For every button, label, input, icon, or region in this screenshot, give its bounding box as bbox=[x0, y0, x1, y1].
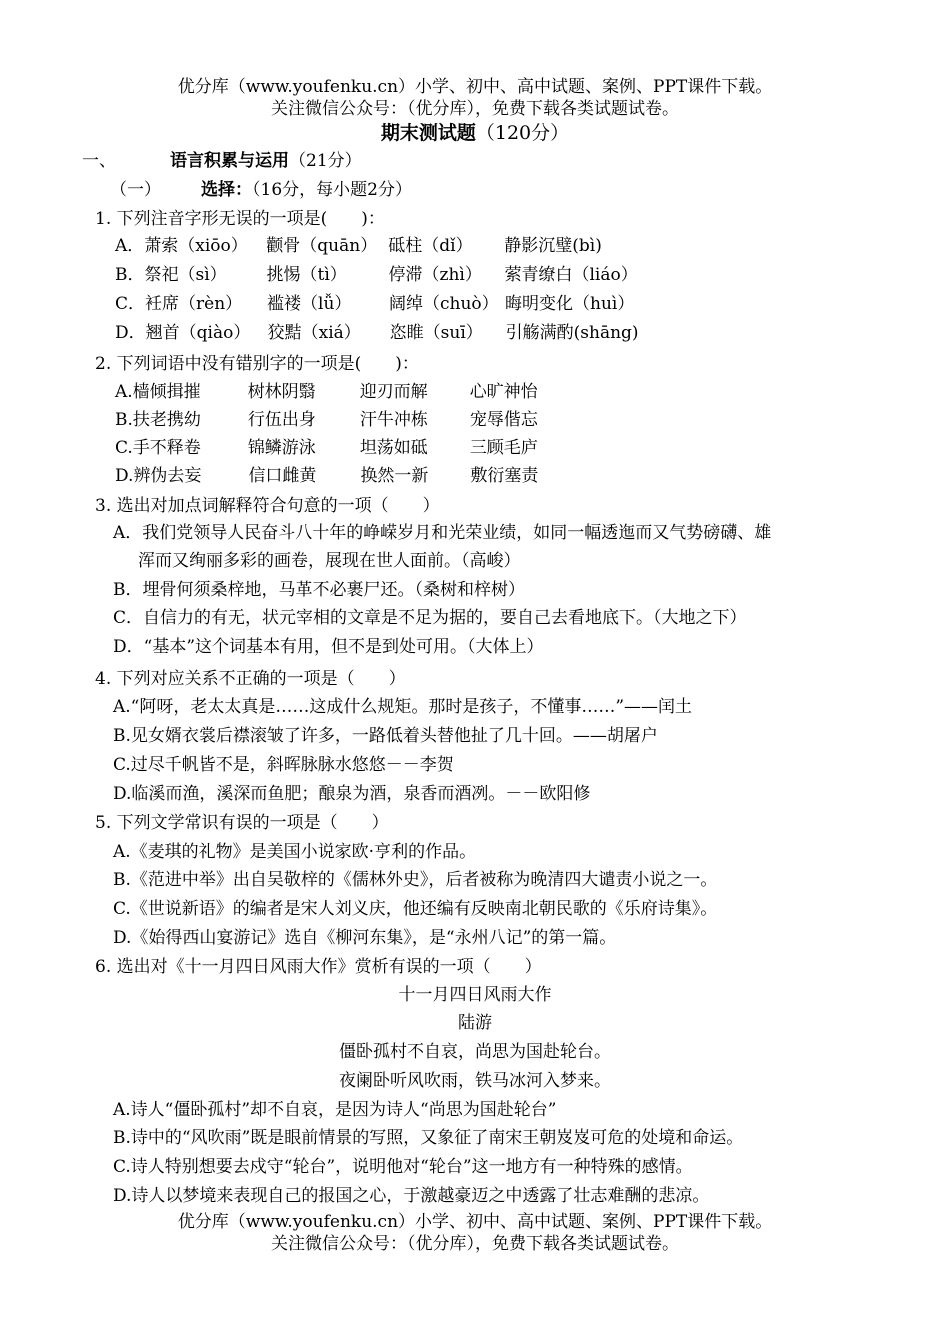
q1-option-item: 挑惕（tì） bbox=[266, 265, 347, 285]
q3-option-b: B．埋骨何须桑梓地，马革不必裹尸还。（桑树和梓树） bbox=[113, 580, 525, 600]
q1-option-label: D． bbox=[115, 323, 146, 343]
header-line-1: 优分库（www.youfenku.cn）小学、初中、高中试题、案例、PPT课件下载。 bbox=[177, 77, 773, 97]
poem-line-2: 夜阑卧听风吹雨，铁马冰河入梦来。 bbox=[339, 1071, 611, 1091]
q3-option-a-line-1: A．我们党领导人民奋斗八十年的峥嵘岁月和光荣业绩，如同一幅透迤而又气势磅礴、雄 bbox=[113, 523, 772, 543]
q1-option-b bbox=[115, 264, 638, 286]
q6-stem: 6. 选出对《十一月四日风雨大作》赏析有误的一项（ ） bbox=[95, 957, 542, 977]
q5-stem: 5. 下列文学常识有误的一项是（ ） bbox=[95, 813, 389, 833]
q5-option-d: D.《始得西山宴游记》选自《柳河东集》，是“永州八记”的第一篇。 bbox=[113, 928, 617, 948]
subsection-1-heading bbox=[110, 179, 412, 201]
q1-option-item: 停滞（zhì） bbox=[388, 265, 482, 285]
q2-option-item: 手不释卷 bbox=[132, 438, 201, 458]
exam-total-score: （120分） bbox=[475, 122, 570, 144]
q6-option-b: B.诗中的“风吹雨”既是眼前情景的写照，又象征了南宋王朝岌岌可危的处境和命运。 bbox=[113, 1128, 744, 1148]
poem-line-1: 僵卧孤村不自哀，尚思为国赴轮台。 bbox=[339, 1042, 611, 1062]
section-1-heading bbox=[82, 150, 362, 172]
q2-option-label: C. bbox=[115, 438, 133, 458]
q1-option-item: 静影沉璧(bì) bbox=[504, 236, 602, 256]
q1-option-item: 狡黠（xiá） bbox=[267, 323, 361, 343]
q1-option-item: 阔绰（chuò） bbox=[389, 294, 499, 314]
q3-option-c: C．自信力的有无，状元宰相的文章是不足为据的，要自己去看地底下。（大地之下） bbox=[113, 608, 747, 628]
q5-option-c: C.《世说新语》的编者是宋人刘义庆，他还编有反映南北朝民歌的《乐府诗集》。 bbox=[113, 899, 718, 919]
q2-option-b bbox=[115, 409, 538, 431]
q2-option-item: 心旷神怡 bbox=[469, 382, 538, 402]
exam-title bbox=[0, 122, 950, 144]
q2-option-label: B. bbox=[115, 410, 133, 430]
q2-option-item: 行伍出身 bbox=[247, 410, 316, 430]
q1-option-item: 衽席（rèn） bbox=[145, 294, 243, 314]
q4-option-b: B.见女婿衣裳后襟滚皱了许多，一路低着头替他扯了几十回。——胡屠户 bbox=[113, 726, 658, 746]
q3-stem: 3. 选出对加点词解释符合句意的一项（ ） bbox=[95, 496, 440, 516]
subsection-1-score: （16分，每小题2分） bbox=[252, 180, 412, 200]
q2-option-item: 宠辱偕忘 bbox=[469, 410, 538, 430]
q5-option-b: B.《范进中举》出自吴敬梓的《儒林外史》，后者被称为晚清四大谴责小说之一。 bbox=[113, 870, 718, 890]
q2-option-item: 樯倾揖摧 bbox=[132, 382, 201, 402]
q2-option-a bbox=[115, 381, 538, 403]
q1-option-c bbox=[115, 293, 634, 315]
q2-option-item: 迎刃而解 bbox=[359, 382, 428, 402]
section-1-number: 一、 bbox=[82, 151, 116, 171]
q6-option-d: D.诗人以梦境来表现自己的报国之心，于激越豪迈之中透露了壮志难酬的悲凉。 bbox=[113, 1186, 710, 1206]
q2-option-item: 汗牛冲栋 bbox=[359, 410, 428, 430]
q2-option-item: 敷衍塞责 bbox=[470, 466, 539, 486]
q2-option-item: 树林阴翳 bbox=[247, 382, 316, 402]
q2-option-item: 三顾毛庐 bbox=[469, 438, 538, 458]
q2-option-item: 坦荡如砥 bbox=[359, 438, 428, 458]
section-1-score: （21分） bbox=[289, 151, 362, 171]
q2-option-label: A. bbox=[115, 382, 133, 402]
poem-title: 十一月四日风雨大作 bbox=[398, 985, 552, 1005]
q6-option-a: A.诗人“僵卧孤村”却不自哀，是因为诗人“尚思为国赴轮台” bbox=[113, 1100, 557, 1120]
section-1-title: 语言积累与运用 bbox=[170, 151, 289, 171]
q2-stem: 2. 下列词语中没有错别字的一项是( )： bbox=[95, 354, 419, 374]
q1-option-item: 萧索（xiōo） bbox=[144, 236, 248, 256]
q3-option-d: D．“基本”这个词基本有用，但不是到处可用。（大体上） bbox=[113, 637, 544, 657]
q1-stem: 1. 下列注音字形无误的一项是( )： bbox=[95, 209, 385, 229]
q6-option-c: C.诗人特别想要去戍守“轮台”，说明他对“轮台”这一地方有一种特殊的感情。 bbox=[113, 1157, 693, 1177]
q1-option-label: A． bbox=[115, 236, 145, 256]
q1-option-item: 恣睢（suī） bbox=[389, 323, 483, 343]
poem-author: 陆游 bbox=[458, 1013, 492, 1033]
subsection-1-title: 选择： bbox=[201, 180, 252, 200]
exam-title-text: 期末测试题 bbox=[380, 122, 476, 144]
q4-option-a: A.“阿呀，老太太真是……这成什么规矩。那时是孩子，不懂事……”——闰土 bbox=[113, 697, 693, 717]
q5-option-a: A.《麦琪的礼物》是美国小说家欧·亨利的作品。 bbox=[113, 842, 477, 862]
q1-option-d bbox=[115, 322, 639, 344]
q4-stem: 4. 下列对应关系不正确的一项是（ ） bbox=[95, 669, 406, 689]
q3-option-a-line-2: 浑而又绚丽多彩的画卷，展现在世人面前。（高峻） bbox=[138, 551, 521, 571]
header-line-2: 关注微信公众号：（优分库），免费下载各类试题试卷。 bbox=[271, 99, 679, 119]
q1-option-label: C． bbox=[115, 294, 146, 314]
q2-option-item: 信口雌黄 bbox=[248, 466, 317, 486]
q1-option-item: 引觞满酌(shāng) bbox=[505, 323, 639, 343]
q1-option-item: 萦青缭白（liáo） bbox=[504, 265, 638, 285]
q1-option-item: 褴褛（lǚ） bbox=[267, 294, 352, 314]
q2-option-item: 换然一新 bbox=[360, 466, 429, 486]
footer-line-2: 关注微信公众号：（优分库），免费下载各类试题试卷。 bbox=[271, 1234, 679, 1254]
q2-option-c bbox=[115, 437, 538, 459]
q4-option-c: C.过尽千帆皆不是，斜晖脉脉水悠悠－－李贺 bbox=[113, 755, 454, 775]
q1-option-item: 晦明变化（huì） bbox=[505, 294, 635, 314]
q2-option-d bbox=[115, 465, 538, 487]
q1-option-item: 颧骨（quān） bbox=[266, 236, 378, 256]
q1-option-label: B． bbox=[115, 265, 145, 285]
q4-option-d: D.临溪而渔，溪深而鱼肥；酿泉为酒，泉香而酒冽。－－欧阳修 bbox=[113, 784, 591, 804]
q2-option-label: D. bbox=[115, 466, 134, 486]
q2-option-item: 锦鳞游泳 bbox=[247, 438, 316, 458]
q1-option-a bbox=[115, 235, 602, 257]
q2-option-item: 辨伪去妄 bbox=[133, 466, 202, 486]
q1-option-item: 砥柱（dǐ） bbox=[388, 236, 473, 256]
subsection-1-number: （一） bbox=[110, 180, 161, 200]
footer-line-1: 优分库（www.youfenku.cn）小学、初中、高中试题、案例、PPT课件下载。 bbox=[177, 1212, 773, 1232]
q1-option-item: 翘首（qiào） bbox=[145, 323, 251, 343]
q2-option-item: 扶老携幼 bbox=[132, 410, 201, 430]
q1-option-item: 祭祀（sì） bbox=[144, 265, 227, 285]
